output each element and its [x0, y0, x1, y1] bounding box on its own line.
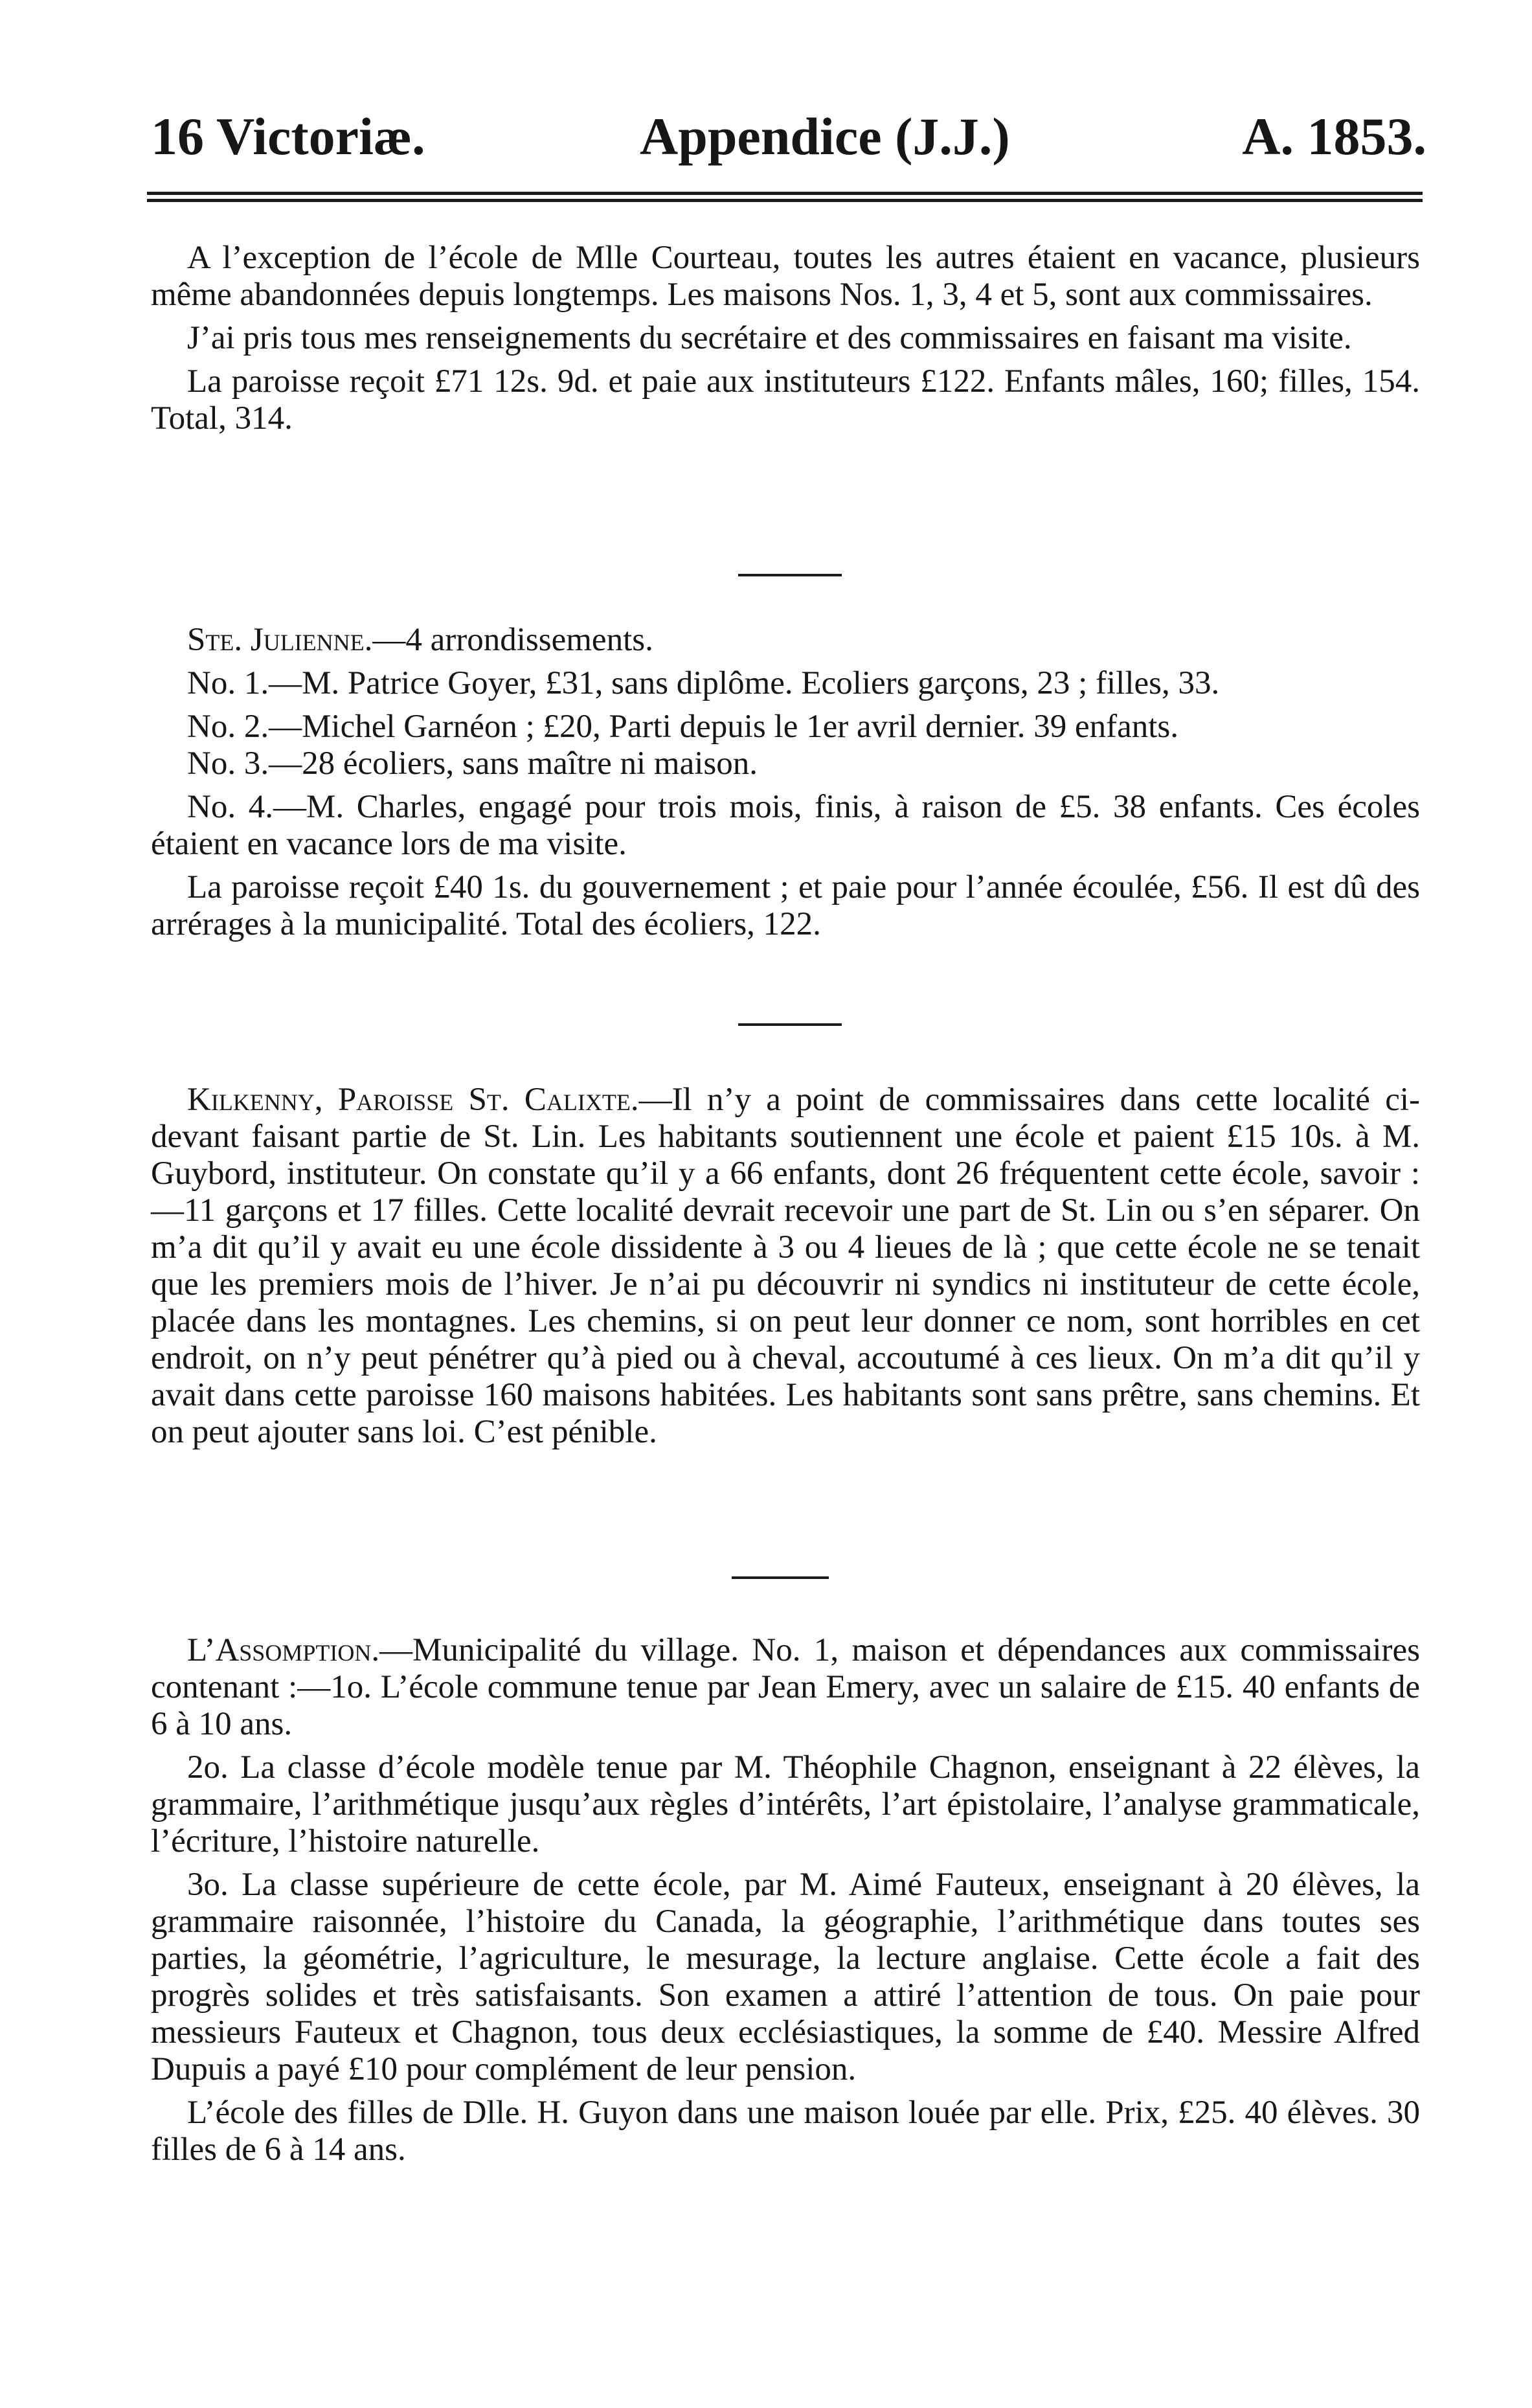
paragraph: La paroisse reçoit £40 1s. du gouvernement ; et paie pour l’année écoulée, £56. Il est dû des arrérages à la municipalité. Total des écoliers, 122.: [151, 869, 1420, 942]
heading-text: —4 arrondissements.: [372, 622, 653, 658]
paragraph-body: —Il n’y a point de commissaires dans cette localité ci-devant faisant partie de St. Lin. Les habitants soutiennent une école et paient £15 10s. à M. Guybord, instituteur. On constate qu’il y a 66 enfants, dont 26 fréquentent cette école, savoir :—11 garçons et 17 filles. Cette localité devrait recevoir une part de St. Lin ou s’en séparer. On m’a dit qu’il y avait eu une école dissidente à 3 ou 4 lieues de là ; que cette école ne se tenait que les premiers mois de l’hiver. Je n’ai pu découvrir ni syndics ni instituteur de cette école, placée dans les montagnes. Les chemins, si on peut leur donner ce nom, sont horribles en cet endroit, on n’y peut pénétrer qu’à pied ou à cheval, accoutumé à ces lieux. On m’a dit qu’il y avait dans cette paroisse 160 maisons habitées. Les habitants sont sans prêtre, sans chemins. Et on peut ajouter sans loi. C’est pénible.: [151, 1082, 1420, 1450]
section-heading: Kilkenny, Paroisse St. Calixte.: [187, 1082, 639, 1118]
paragraph: J’ai pris tous mes renseignements du secrétaire et des commissaires en faisant ma visite.: [187, 320, 1352, 356]
section-heading-line: [151, 622, 1420, 659]
section-separator: [732, 1576, 829, 1579]
section-heading: L’Assomption.: [187, 1632, 380, 1668]
running-header: [151, 107, 1426, 175]
paragraph: [151, 1082, 1420, 1451]
header-year: A. 1853.: [1242, 107, 1426, 166]
section-assomption: [151, 1632, 1420, 2168]
section-separator: [738, 1023, 842, 1026]
paragraph: A l’exception de l’école de Mlle Courteau, toutes les autres étaient en vacance, plusieurs même abandonnées depuis longtemps. Les maisons Nos. 1, 3, 4 et 5, sont aux commissaires.: [151, 240, 1420, 313]
paragraph: 2o. La classe d’école modèle tenue par M. Théophile Chagnon, enseignant à 22 élèves, la grammaire, l’arithmétique jusqu’aux règles d’intérêts, l’art épistolaire, l’analyse grammaticale, l’écriture, l’histoire naturelle.: [151, 1749, 1420, 1859]
paragraph: 3o. La classe supérieure de cette école, par M. Aimé Fauteux, enseignant à 20 élèves, la grammaire raisonnée, l’histoire du Canada, la géographie, l’arithmétique dans toutes ses parties, la géométrie, l’agriculture, le mesurage, la lecture anglaise. Cette école a fait des progrès solides et très satisfaisants. Son examen a attiré l’attention de tous. On paie pour messieurs Fauteux et Chagnon, tous deux ecclésiastiques, la somme de £40. Messire Alfred Dupuis a payé £10 pour complément de leur pension.: [151, 1867, 1420, 2087]
section-ste-julienne: [151, 622, 1420, 943]
header-session: 16 Victoriæ.: [151, 107, 425, 166]
header-appendix: Appendice (J.J.): [640, 107, 1010, 166]
school-entry: No. 4.—M. Charles, engagé pour trois mois, finis, à raison de £5. 38 enfants. Ces écoles étaient en vacance lors de ma visite.: [151, 789, 1420, 862]
section-intro: [151, 240, 1420, 437]
paragraph: [151, 1632, 1420, 1743]
section-separator: [738, 574, 842, 576]
header-rule-top: [147, 192, 1423, 195]
header-rule-bottom: [147, 199, 1423, 202]
school-entry: No. 2.—Michel Garnéon ; £20, Parti depuis le 1er avril dernier. 39 enfants.: [187, 709, 1179, 745]
section-kilkenny: [151, 1082, 1420, 1451]
section-heading: Ste. Julienne.: [187, 622, 373, 658]
school-entry: No. 3.—28 écoliers, sans maître ni maison.: [187, 745, 758, 782]
school-entry: No. 1.—M. Patrice Goyer, £31, sans diplôme. Ecoliers garçons, 23 ; filles, 33.: [187, 665, 1220, 701]
paragraph-body: —Municipalité du village. No. 1, maison et dépendances aux commissaires contenant :—1o. L’école commune tenue par Jean Emery, avec un salaire de £15. 40 enfants de 6 à 10 ans.: [151, 1632, 1420, 1742]
paragraph: L’école des filles de Dlle. H. Guyon dans une maison louée par elle. Prix, £25. 40 élèves. 30 filles de 6 à 14 ans.: [151, 2095, 1420, 2168]
paragraph: La paroisse reçoit £71 12s. 9d. et paie aux instituteurs £122. Enfants mâles, 160; filles, 154. Total, 314.: [151, 363, 1420, 437]
